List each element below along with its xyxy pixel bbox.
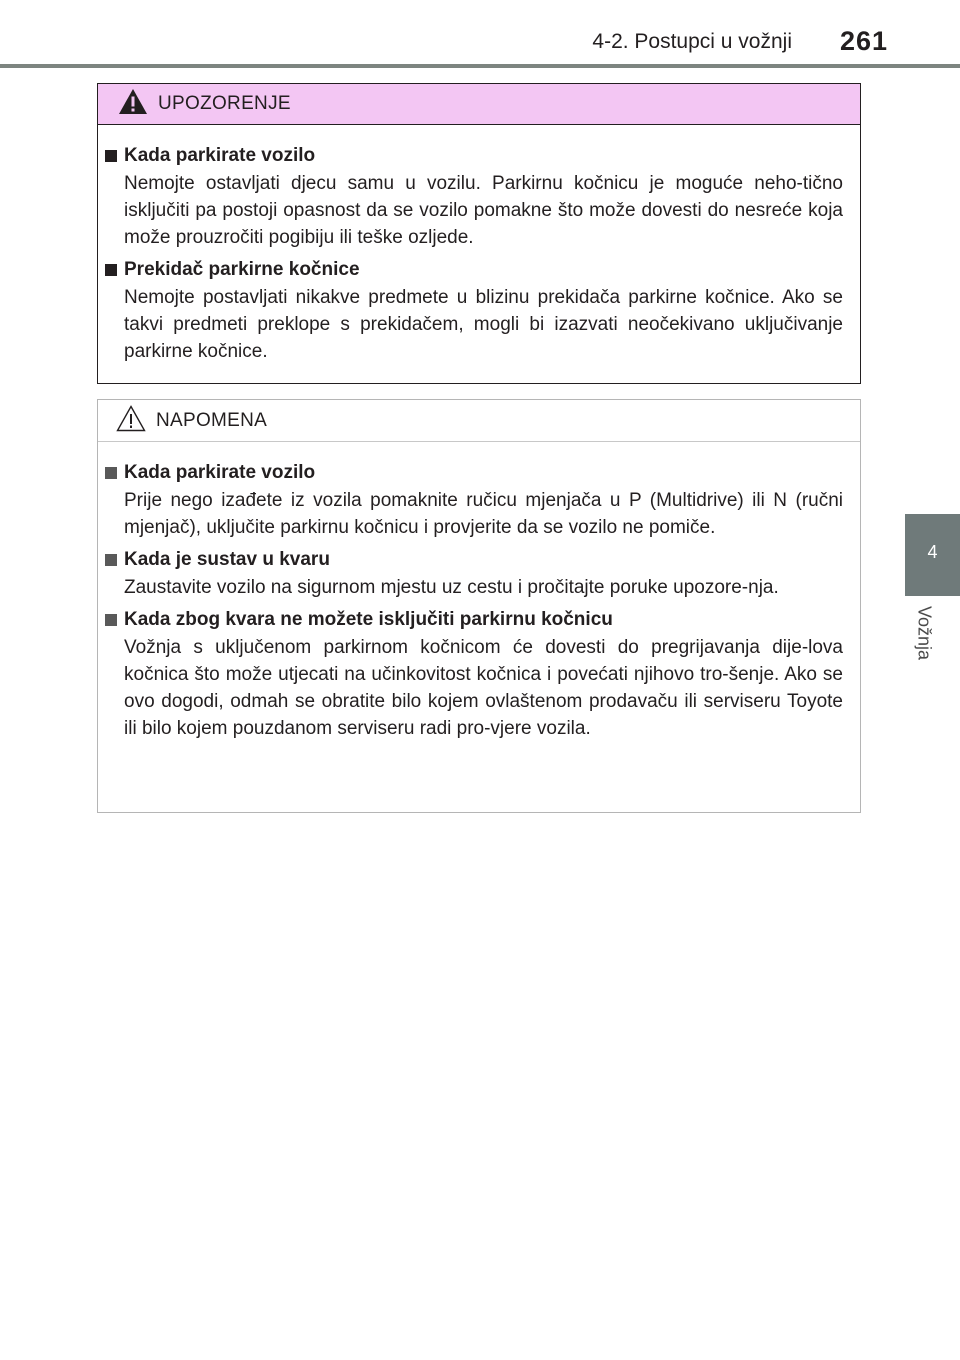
page-number: 261: [839, 26, 888, 56]
notice-item-title: [105, 605, 843, 634]
notice-item-text: Prije nego izađete iz vozila pomaknite ručicu mjenjača u P (Multidrive) ili N (ručni mjenjač), uključite parkirnu kočnicu i provjerite da se vozilo ne pomiče.: [124, 490, 843, 538]
warning-item-title: [105, 141, 843, 170]
chapter-label: Vožnja: [914, 606, 935, 661]
notice-label: NAPOMENA: [156, 409, 268, 431]
warning-triangle-outline-icon: [116, 405, 146, 437]
bullet-square-icon: [105, 150, 117, 162]
bullet-square-icon: [105, 264, 117, 276]
notice-item-title-text: Kada parkirate vozilo: [124, 462, 316, 483]
bullet-square-icon: [105, 467, 117, 479]
chapter-tab[interactable]: [905, 514, 960, 596]
chapter-number: 4: [927, 542, 938, 562]
warning-header: [98, 84, 860, 125]
notice-box: [97, 399, 861, 813]
warning-item-text: Nemojte ostavljati djecu samu u vozilu. Parkirnu kočnicu je moguće neho-tično isključiti pa postoji opasnost da se vozilo pomakne što može dovesti do nesreće koja može prouzročiti pogibiju ili teške ozljede.: [124, 173, 843, 248]
bullet-square-icon: [105, 554, 117, 566]
bullet-square-icon: [105, 614, 117, 626]
notice-body: [98, 442, 860, 742]
notice-header: [98, 400, 860, 442]
warning-label: UPOZORENJE: [158, 93, 291, 114]
warning-box: [97, 83, 861, 384]
notice-item-text: Vožnja s uključenom parkirnom kočnicom će dovesti do pregrijavanja dije-lova kočnica što može utjecati na učinkovitost kočnica i povećati njihovo tro-šenje. Ako se ovo dogodi, odmah se obratite bilo kojem ovlaštenom prodavaču ili serviseru Toyote ili bilo kojem pouzdanom serviseru radi pro-vjere vozila.: [124, 637, 843, 739]
section-title: 4-2. Postupci u vožnji: [592, 30, 792, 53]
warning-item-title-text: Prekidač parkirne kočnice: [124, 259, 360, 280]
warning-item-text: Nemojte postavljati nikakve predmete u blizinu prekidača parkirne kočnice. Ako se takvi predmeti preklope s prekidačem, mogli bi izazvati neočekivano uključivanje parkirne kočnice.: [124, 287, 843, 362]
warning-body: [98, 125, 860, 365]
warning-item-title: [105, 255, 843, 284]
notice-item-title: [105, 545, 843, 574]
warning-triangle-filled-icon: [118, 88, 148, 120]
notice-item-title-text: Kada zbog kvara ne možete isključiti parkirnu kočnicu: [124, 609, 613, 630]
warning-item-title-text: Kada parkirate vozilo: [124, 145, 316, 166]
header-divider: [0, 64, 960, 68]
notice-item-title-text: Kada je sustav u kvaru: [124, 549, 330, 570]
notice-item-text: Zaustavite vozilo na sigurnom mjestu uz cestu i pročitajte poruke upozore-nja.: [124, 577, 779, 598]
notice-item-title: [105, 458, 843, 487]
